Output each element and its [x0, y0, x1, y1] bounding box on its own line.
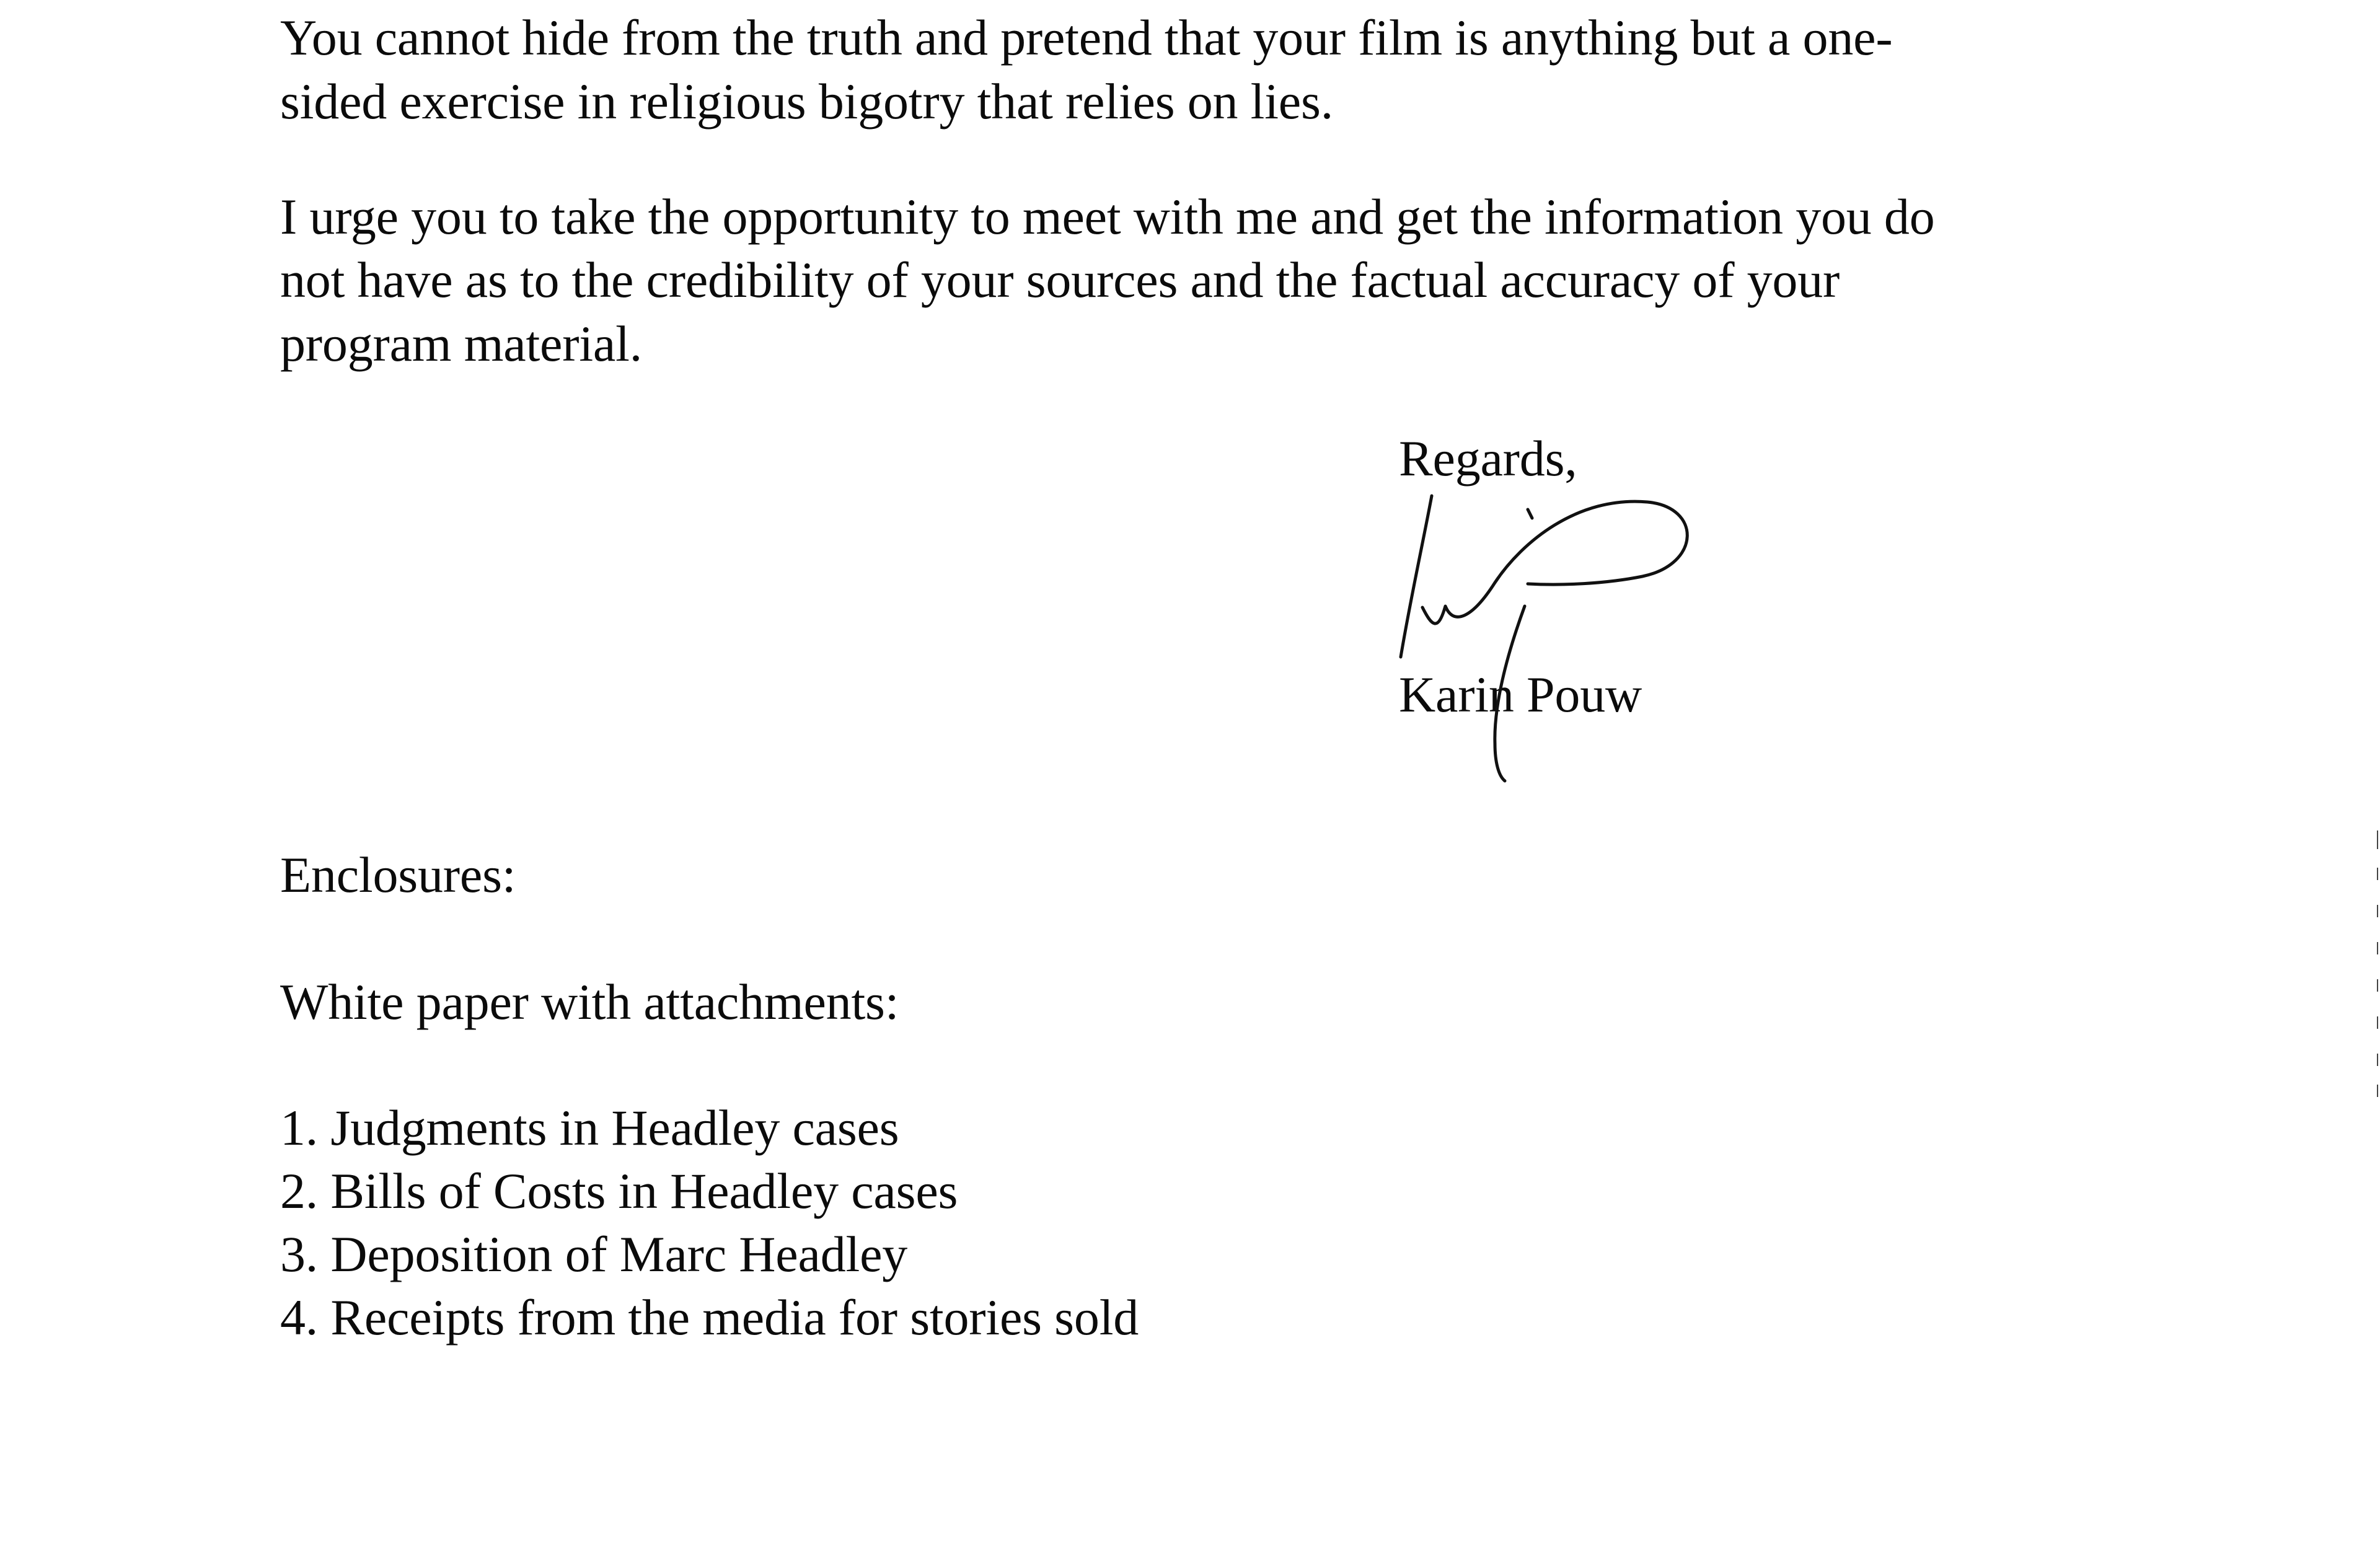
paragraph-2-line-3: program material.	[280, 315, 643, 372]
enclosure-item-2: 2. Bills of Costs in Headley cases	[280, 1163, 958, 1219]
enclosure-item-3: 3. Deposition of Marc Headley	[280, 1226, 908, 1282]
paragraph-1-line-1: You cannot hide from the truth and pretend that your film is anything but a one-	[280, 9, 1893, 66]
closing-regards: Regards,	[1399, 430, 1577, 487]
scan-edge-mark	[2375, 830, 2380, 1103]
enclosure-item-1: 1. Judgments in Headley cases	[280, 1099, 899, 1156]
enclosures-subheading: White paper with attachments:	[280, 974, 899, 1030]
paragraph-2-line-1: I urge you to take the opportunity to meet with me and get the information you do	[280, 188, 1935, 245]
paragraph-1-line-2: sided exercise in religious bigotry that relies on lies.	[280, 73, 1333, 130]
paragraph-2-line-2: not have as to the credibility of your sources and the factual accuracy of your	[280, 252, 1840, 308]
handwritten-signature	[1388, 471, 1735, 818]
signer-name: Karin Pouw	[1399, 666, 1642, 723]
enclosures-heading: Enclosures:	[280, 847, 516, 903]
enclosure-item-4: 4. Receipts from the media for stories sold	[280, 1289, 1139, 1346]
